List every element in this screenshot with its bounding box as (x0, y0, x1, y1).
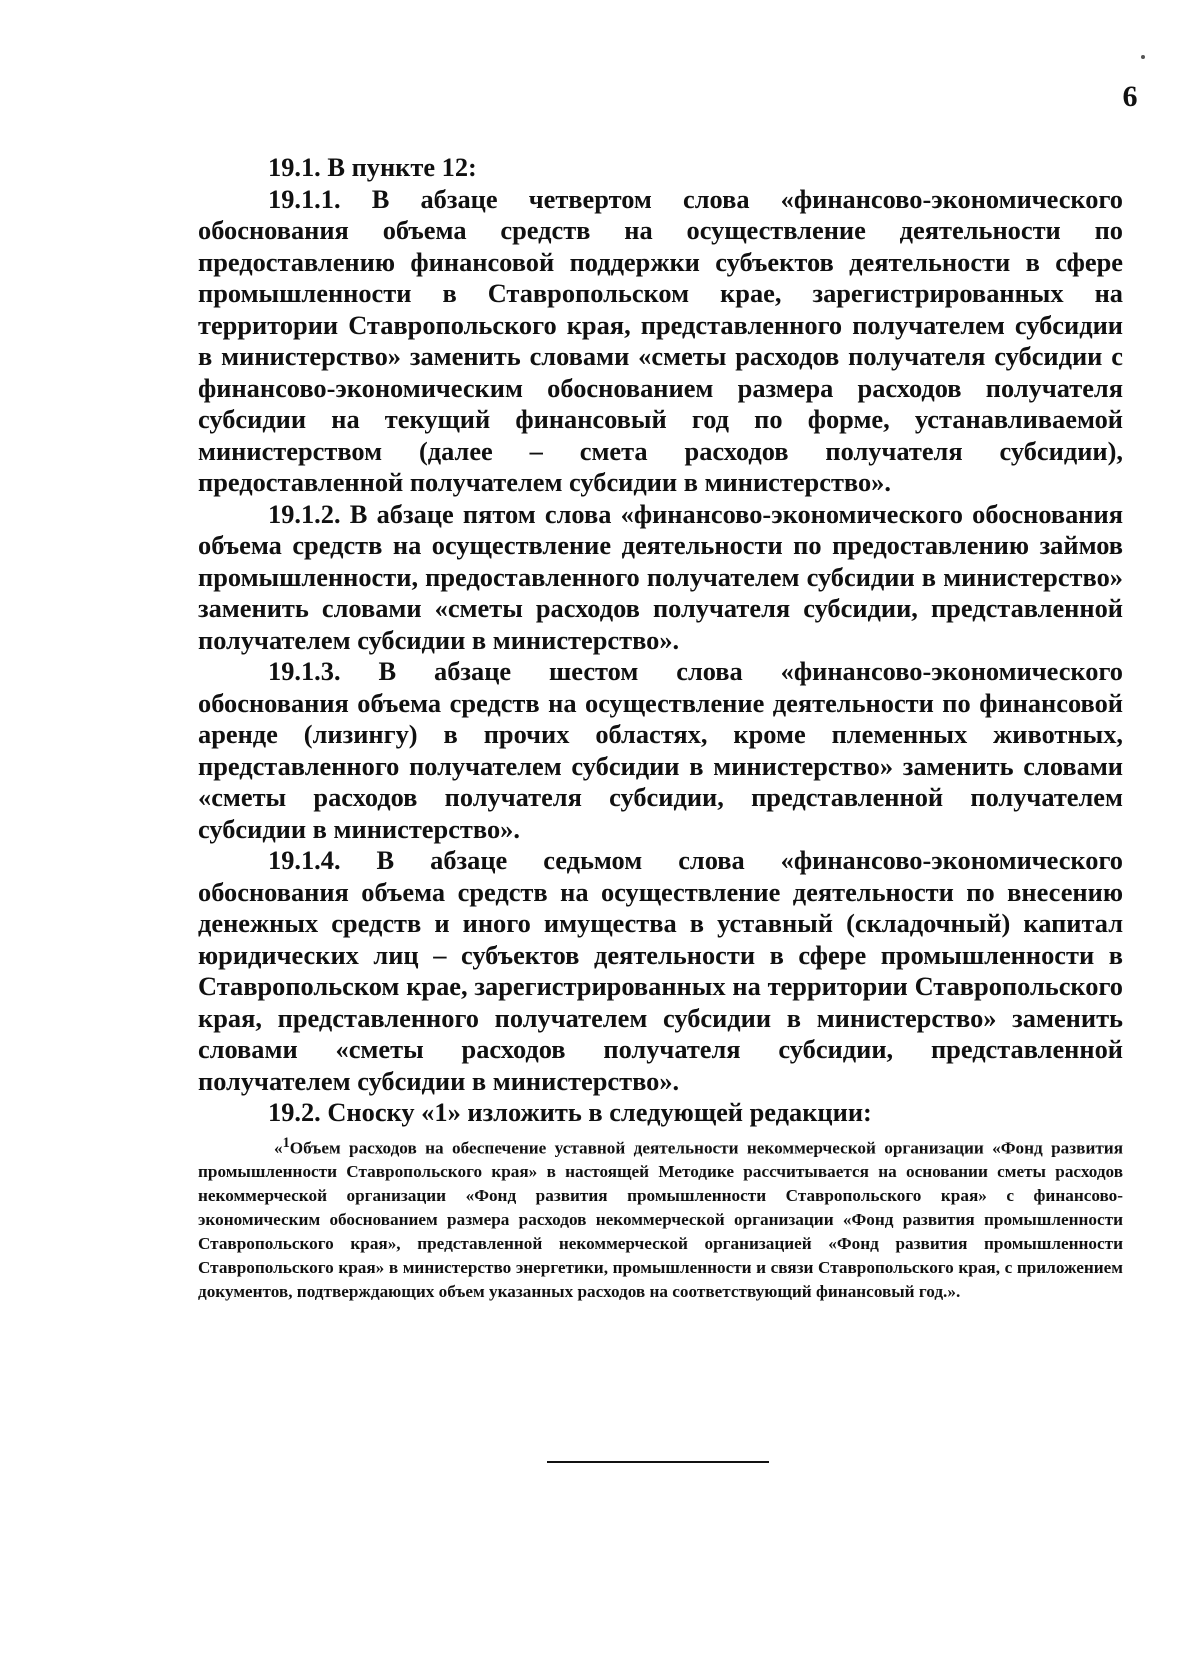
end-separator-line (547, 1461, 769, 1463)
footnote-body: Объем расходов на обеспечение уставной деятельности некоммерческой организации «Фонд развития промышленности Ставропольского края» в настоящей Методике рассчитывается на основании сметы расходов некоммерческой организации «Фонд развития промышленности Ставропольского края» с финансово-экономическим обоснованием размера расходов некоммерческой организации «Фонд развития промышленности Ставропольского края», представленной некоммерческой организацией «Фонд развития промышленности Ставропольского края» в министерство энергетики, промышленности и связи Ставропольского края, с приложением документов, подтверждающих объем указанных расходов на соответствующий финансовый год.». (198, 1138, 1123, 1302)
footnote-open-quote: « (274, 1138, 283, 1158)
document-body (198, 152, 1123, 1304)
paragraph-19-1: 19.1. В пункте 12: (268, 152, 477, 182)
scan-speck (1141, 55, 1145, 59)
paragraph-19-2: 19.2. Сноску «1» изложить в следующей редакции: (268, 1097, 872, 1127)
footnote-marker: 1 (282, 1134, 290, 1151)
paragraph-19-1-2: 19.1.2. В абзаце пятом слова «финансово-экономического обоснования объема средств на осуществление деятельности по предоставлению займов промышленности, предоставленного получателем субсидии в министерство» заменить словами «сметы расходов получателя субсидии, представленной получателем субсидии в министерство». (198, 498, 1123, 655)
paragraph-19-1-4: 19.1.4. В абзаце седьмом слова «финансово-экономического обоснования объема средств на осуществление деятельности по внесению денежных средств и иного имущества в уставный (складочный) капитал юридических лиц – субъектов деятельности в сфере промышленности в Ставропольском крае, зарегистрированных на территории Ставропольского края, представленного получателем субсидии в министерство» заменить словами «сметы расходов получателя субсидии, представленной получателем субсидии в министерство». (198, 845, 1123, 1096)
page-number: 6 (1122, 80, 1138, 113)
paragraph-19-1-3: 19.1.3. В абзаце шестом слова «финансово-экономического обоснования объема средств на осуществление деятельности по финансовой аренде (лизингу) в прочих областях, кроме племенных животных, представленного получателем субсидии в министерство» заменить словами «сметы расходов получателя субсидии, представленной получателем субсидии в министерство». (198, 656, 1123, 844)
footnote-text (198, 1131, 1123, 1305)
paragraph-19-1-1: 19.1.1. В абзаце четвертом слова «финансово-экономического обоснования объема средств на осуществление деятельности по предоставлению финансовой поддержки субъектов деятельности в сфере промышленности в Ставропольском крае, зарегистрированных на территории Ставропольского края, представленного получателем субсидии в министерство» заменить словами «сметы расходов получателя субсидии с финансово-экономическим обоснованием размера расходов получателя субсидии на текущий финансовый год по форме, устанавливаемой министерством (далее – смета расходов получателя субсидии), предоставленной получателем субсидии в министерство». (198, 183, 1123, 497)
